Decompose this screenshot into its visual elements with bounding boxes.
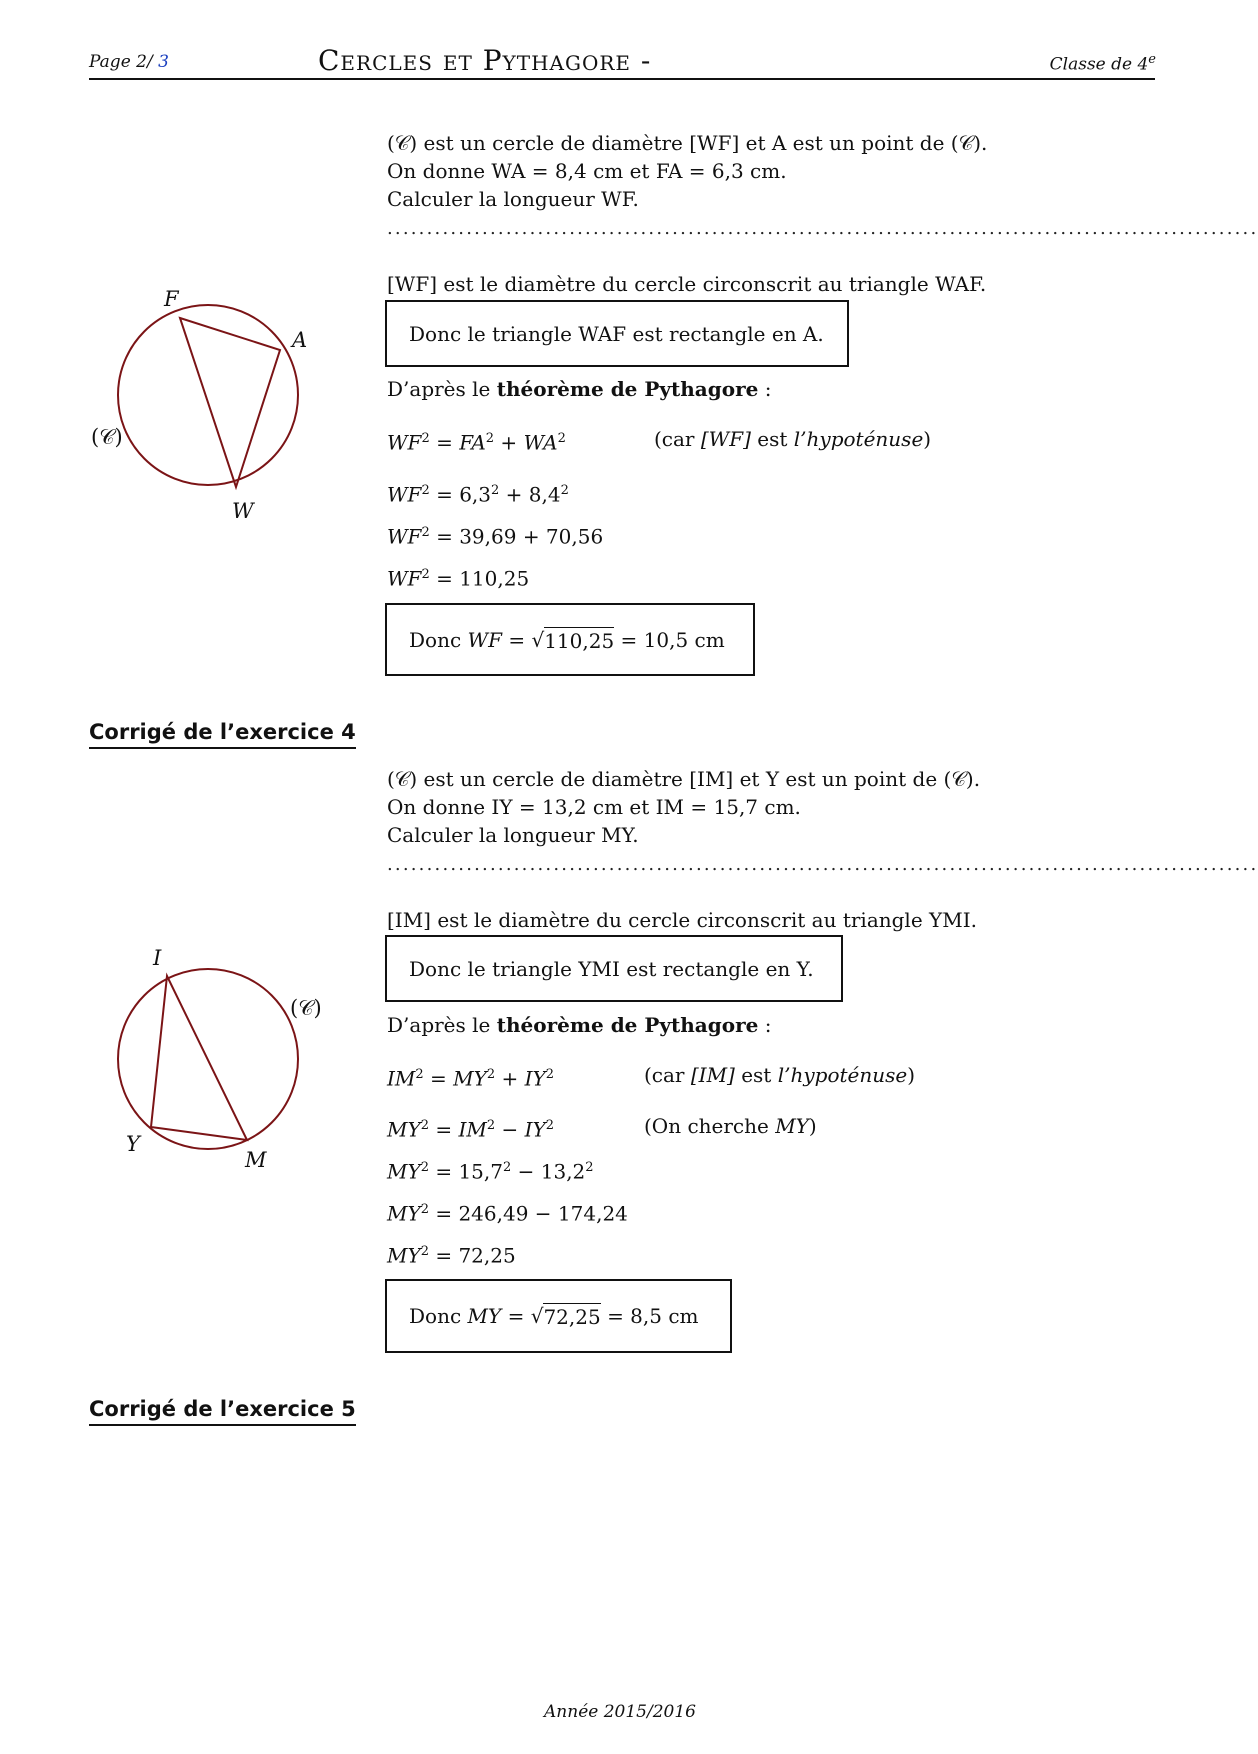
ex4-intro-line2: On donne IY = 13,2 cm et IM = 15,7 cm. xyxy=(387,795,801,819)
ex3-intro-line2: On donne WA = 8,4 cm et FA = 6,3 cm. xyxy=(387,159,787,183)
ex4-equation-1-note: (car [IM] est l’hypoténuse) xyxy=(644,1063,916,1087)
ex4-pythagore-intro: D’après le théorème de Pythagore : xyxy=(387,1013,772,1037)
ex3-equation-1: $WF^2 = FA^2 + WA^2$ xyxy=(387,430,566,455)
ex3-dotted-line: .............................................................................................................. xyxy=(387,218,1258,239)
ex4-equation-3: $MY^2 = 15,7^2 - 13,2^2$ xyxy=(387,1159,594,1184)
ex4-equation-1: $IM^2 = MY^2 + IY^2$ xyxy=(387,1066,554,1091)
ex4-triangle xyxy=(151,976,247,1140)
ex4-dotted-line: .............................................................................................................. xyxy=(387,854,1258,875)
ex4-intro-line3: Calculer la longueur MY. xyxy=(387,823,639,847)
ex4-equation-5: $MY^2 = 72,25$ xyxy=(387,1243,516,1268)
footer-year: Année 2015/2016 xyxy=(544,1702,696,1722)
section-exercice-5-title: Corrigé de l’exercice 5 xyxy=(89,1397,356,1426)
ex4-conclusion-box: Donc le triangle YMI est rectangle en Y. xyxy=(385,935,843,1002)
ex3-conclusion-box: Donc le triangle WAF est rectangle en A. xyxy=(385,300,849,367)
ex3-equation-2: $WF^2 = 6,3^2 + 8,4^2$ xyxy=(387,482,569,507)
ex3-circle xyxy=(118,305,298,485)
ex4-intro-line1: (𝒞) est un cercle de diamètre [IM] et Y est un point de (𝒞). xyxy=(387,767,981,791)
ex3-label-A: A xyxy=(292,328,308,352)
ex3-intro-line3: Calculer la longueur WF. xyxy=(387,187,639,211)
ex4-statement: [IM] est le diamètre du cercle circonscrit au triangle YMI. xyxy=(387,908,977,932)
ex3-label-F: F xyxy=(164,287,179,311)
ex3-intro-line1: (𝒞) est un cercle de diamètre [WF] et A est un point de (𝒞). xyxy=(387,131,988,155)
ex4-label-I: I xyxy=(153,946,162,970)
ex4-equation-2: $MY^2 = IM^2 - IY^2$ xyxy=(387,1117,554,1142)
ex3-result-box: Donc WF = √ 110,25 = 10,5 cm xyxy=(385,603,755,676)
ex4-equation-2-note: (On cherche MY) xyxy=(644,1114,817,1138)
ex3-triangle xyxy=(180,318,280,487)
ex3-label-C: (𝒞) xyxy=(91,425,123,449)
header-rule xyxy=(89,78,1155,80)
ex4-result-box: Donc MY = √ 72,25 = 8,5 cm xyxy=(385,1279,732,1353)
ex4-equation-4: $MY^2 = 246,49 - 174,24$ xyxy=(387,1201,628,1226)
page-total-link[interactable]: 3 xyxy=(158,52,169,72)
ex3-equation-1-note: (car [WF] est l’hypoténuse) xyxy=(654,427,932,451)
document-title: Cercles et Pythagore - xyxy=(318,44,652,77)
ex4-circle-figure xyxy=(90,940,320,1160)
ex4-label-Y: Y xyxy=(126,1132,140,1156)
ex3-pythagore-intro: D’après le théorème de Pythagore : xyxy=(387,377,772,401)
ex3-equation-3: $WF^2 = 39,69 + 70,56$ xyxy=(387,524,604,549)
page-number: Page 2/ 3 xyxy=(89,52,169,72)
ex3-statement: [WF] est le diamètre du cercle circonscrit au triangle WAF. xyxy=(387,272,987,296)
class-label: Classe de 4e xyxy=(1049,52,1156,75)
section-exercice-4-title: Corrigé de l’exercice 4 xyxy=(89,720,356,749)
ex3-label-W: W xyxy=(232,499,254,523)
ex3-equation-4: $WF^2 = 110,25$ xyxy=(387,566,530,591)
ex4-label-M: M xyxy=(245,1148,267,1172)
ex3-circle-figure xyxy=(90,280,320,530)
ex4-label-C: (𝒞) xyxy=(290,996,322,1020)
